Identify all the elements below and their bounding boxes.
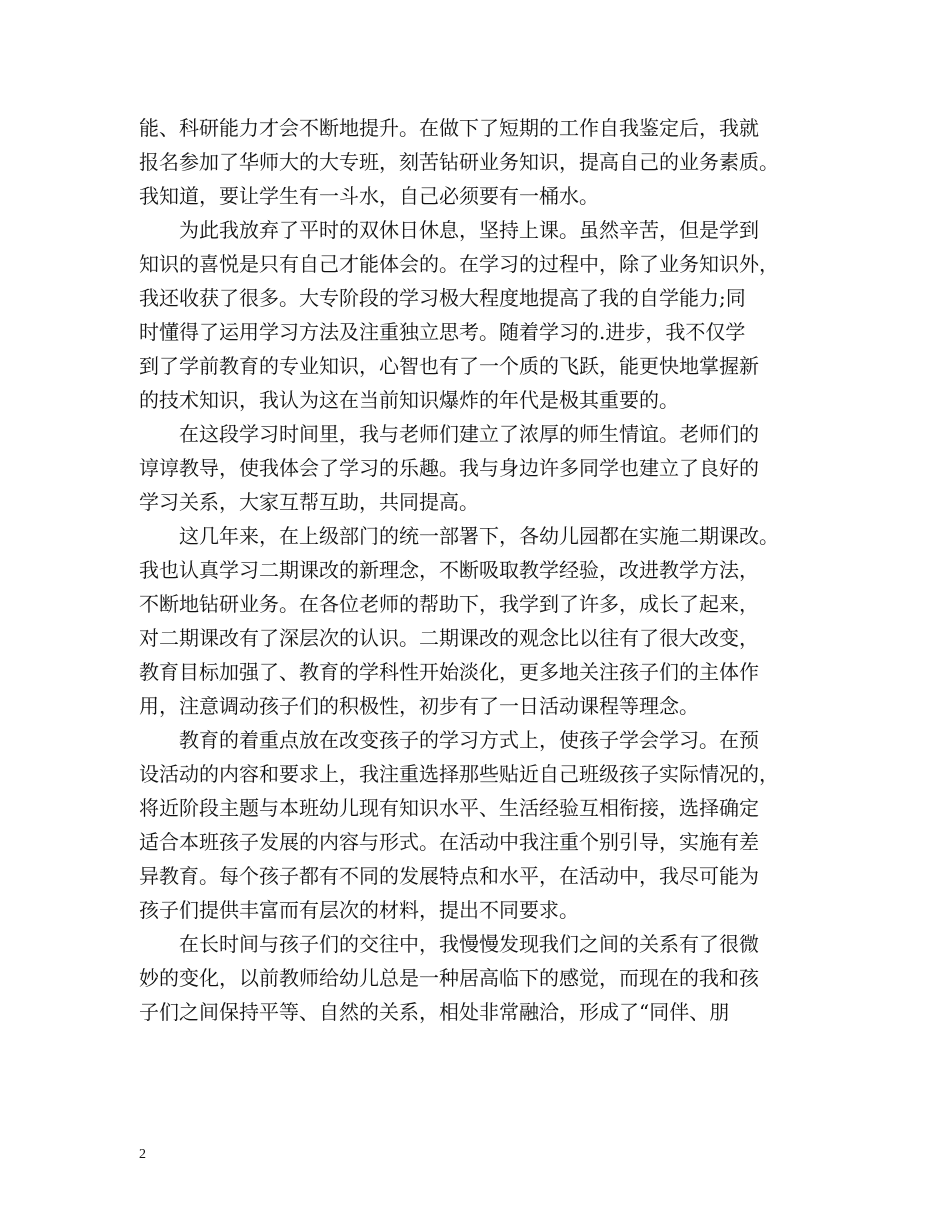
text-line: 设活动的内容和要求上，我注重选择那些贴近自己班级孩子实际情况的， bbox=[139, 762, 779, 786]
text-line: 教育目标加强了、教育的学科性开始淡化，更多地关注孩子们的主体作 bbox=[139, 660, 759, 684]
text-line: 时懂得了运用学习方法及注重独立思考。随着学习的.进步，我不仅学 bbox=[139, 320, 746, 344]
text-line: 到了学前教育的专业知识，心智也有了一个质的飞跃，能更快地掌握新 bbox=[139, 354, 759, 378]
text-line: 知识的喜悦是只有自己才能体会的。在学习的过程中，除了业务知识外， bbox=[139, 252, 779, 276]
text-line: 在这段学习时间里，我与老师们建立了浓厚的师生情谊。老师们的 bbox=[179, 422, 759, 446]
text-line: 谆谆教导，使我体会了学习的乐趣。我与身边许多同学也建立了良好的 bbox=[139, 456, 759, 480]
text-line: 我也认真学习二期课改的新理念，不断吸取教学经验，改进教学方法， bbox=[139, 558, 759, 582]
text-line: 将近阶段主题与本班幼儿现有知识水平、生活经验互相衔接，选择确定 bbox=[139, 796, 759, 820]
text-line: 适合本班孩子发展的内容与形式。在活动中我注重个别引导，实施有差 bbox=[139, 830, 759, 854]
text-line: 这几年来，在上级部门的统一部署下，各幼儿园都在实施二期课改。 bbox=[179, 524, 779, 548]
text-line: 孩子们提供丰富而有层次的材料，提出不同要求。 bbox=[139, 898, 579, 922]
text-line: 为此我放弃了平时的双休日休息，坚持上课。虽然辛苦，但是学到 bbox=[179, 218, 759, 242]
text-line: 教育的着重点放在改变孩子的学习方式上，使孩子学会学习。在预 bbox=[179, 728, 759, 752]
text-line: 异教育。每个孩子都有不同的发展特点和水平，在活动中，我尽可能为 bbox=[139, 864, 759, 888]
text-line: 子们之间保持平等、自然的关系，相处非常融洽，形成了“同伴、朋 bbox=[139, 1000, 730, 1024]
text-line: 能、科研能力才会不断地提升。在做下了短期的工作自我鉴定后，我就 bbox=[139, 116, 759, 140]
text-line: 不断地钻研业务。在各位老师的帮助下，我学到了许多，成长了起来， bbox=[139, 592, 759, 616]
text-line: 妙的变化，以前教师给幼儿总是一种居高临下的感觉，而现在的我和孩 bbox=[139, 966, 759, 990]
text-line: 我还收获了很多。大专阶段的学习极大程度地提高了我的自学能力;同 bbox=[139, 286, 746, 310]
text-line: 用，注意调动孩子们的积极性，初步有了一日活动课程等理念。 bbox=[139, 694, 699, 718]
page-number: 2 bbox=[139, 1147, 146, 1162]
text-line: 学习关系，大家互帮互助，共同提高。 bbox=[139, 490, 479, 514]
text-line: 的技术知识，我认为这在当前知识爆炸的年代是极其重要的。 bbox=[139, 388, 679, 412]
text-line: 报名参加了华师大的大专班，刻苦钻研业务知识，提高自己的业务素质。 bbox=[139, 150, 779, 174]
body-text bbox=[139, 111, 829, 1029]
text-line: 在长时间与孩子们的交往中，我慢慢发现我们之间的关系有了很微 bbox=[179, 932, 759, 956]
text-line: 对二期课改有了深层次的认识。二期课改的观念比以往有了很大改变， bbox=[139, 626, 759, 650]
text-line: 我知道，要让学生有一斗水，自己必须要有一桶水。 bbox=[139, 184, 599, 208]
